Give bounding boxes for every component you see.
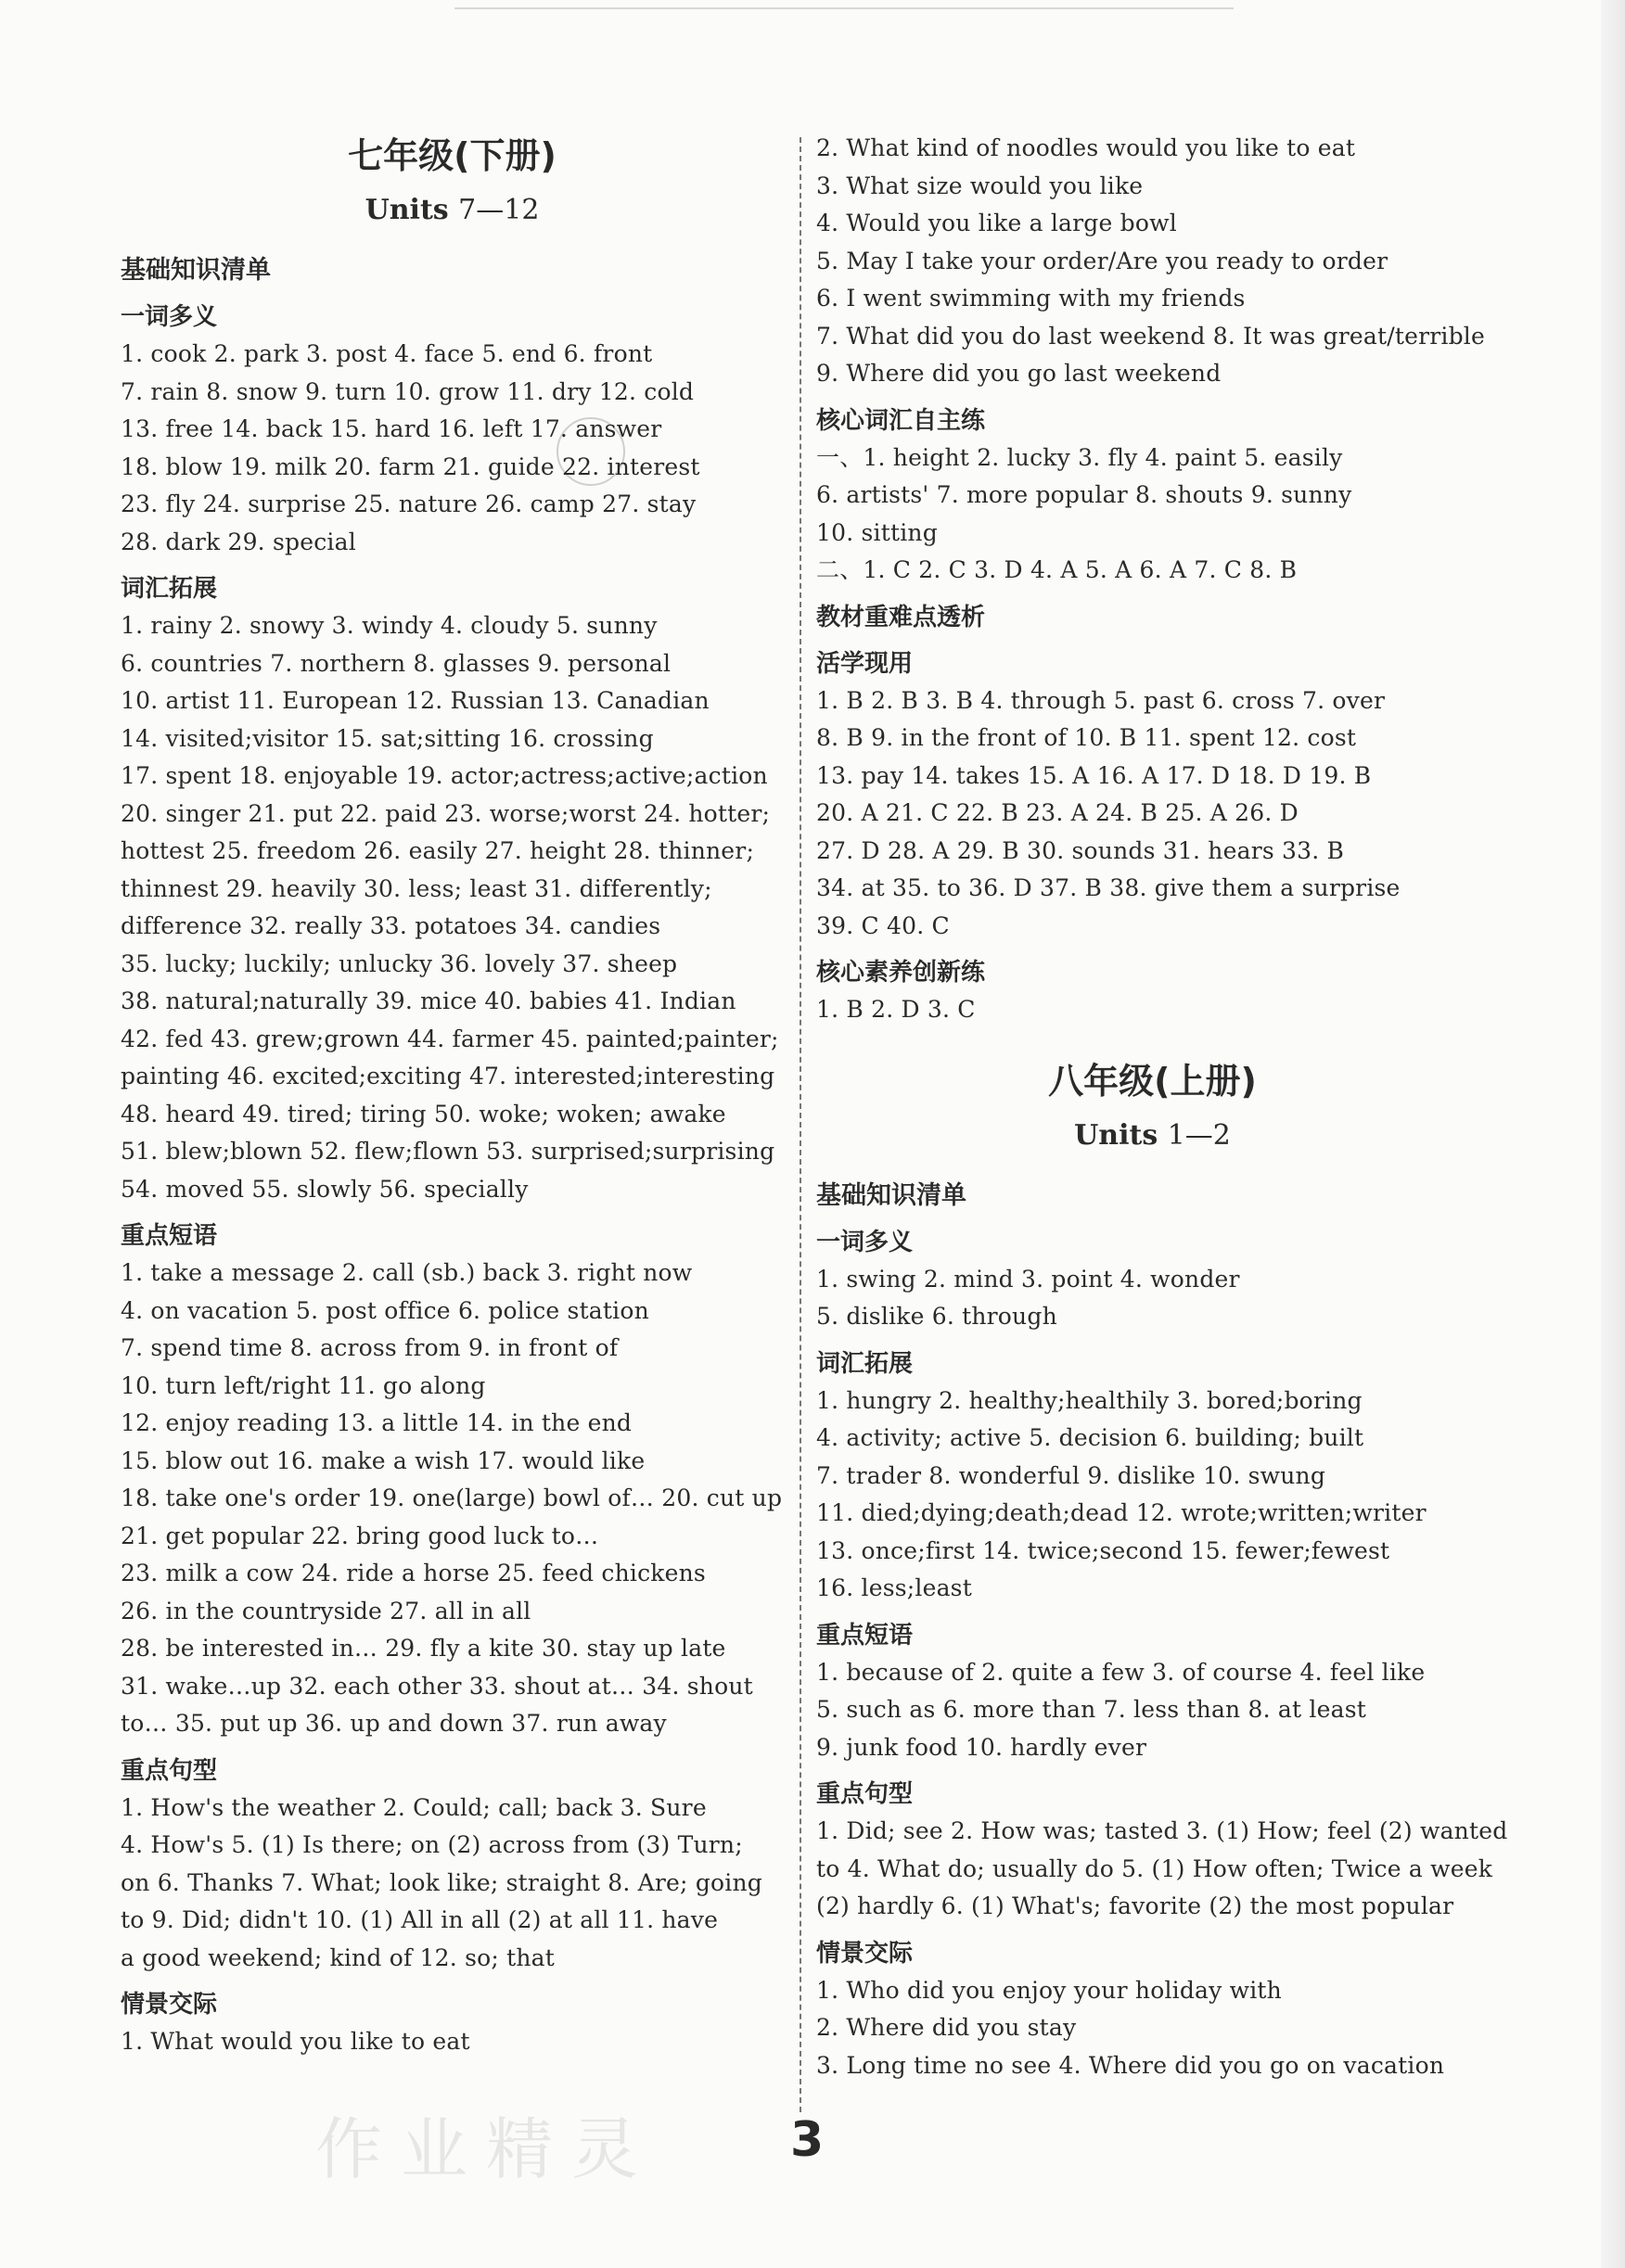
answer-line: 38. natural;naturally 39. mice 40. babies 41. Indian <box>121 987 736 1014</box>
sentence-list <box>816 1813 1508 1926</box>
answer-line: 20. A 21. C 22. B 23. A 24. B 25. A 26. D <box>816 799 1299 826</box>
section-polysemy: 一词多义 <box>121 303 218 331</box>
answer-line: 5. dislike 6. through <box>816 1303 1057 1330</box>
answer-line: 1. because of 2. quite a few 3. of course 4. feel like <box>816 1658 1426 1686</box>
units-heading-7-12 <box>121 187 784 234</box>
polysemy-list <box>121 336 784 561</box>
answer-line: 1. take a message 2. call (sb.) back 3. right now <box>121 1259 693 1286</box>
answer-line: 1. hungry 2. healthy;healthily 3. bored;boring <box>816 1386 1363 1414</box>
answer-line: 1. How's the weather 2. Could; call; back 3. Sure <box>121 1793 707 1821</box>
answer-line: 48. heard 49. tired; tiring 50. woke; woken; awake <box>121 1100 726 1128</box>
answer-line: a good weekend; kind of 12. so; that <box>121 1943 556 1971</box>
section-key-sentences: 重点句型 <box>816 1780 914 1808</box>
answer-line: 2. Where did you stay <box>816 2014 1077 2041</box>
section-basic-knowledge: 基础知识清单 <box>121 256 271 285</box>
answer-line: 13. pay 14. takes 15. A 16. A 17. D 18. D 19. B <box>816 761 1372 789</box>
answer-line: 21. get popular 22. bring good luck to… <box>121 1522 599 1549</box>
answer-line: 16. less;least <box>816 1574 972 1601</box>
answer-line: 5. such as 6. more than 7. less than 8. at least <box>816 1696 1366 1723</box>
answer-line: 8. B 9. in the front of 10. B 11. spent 12. cost <box>816 724 1357 751</box>
answer-line: 4. Would you like a large bowl <box>816 210 1177 236</box>
answer-line: 13. once;first 14. twice;second 15. fewer;fewest <box>816 1536 1390 1564</box>
section-situational-dialog: 情景交际 <box>121 1991 218 2019</box>
left-column <box>121 130 784 2061</box>
answer-line: 12. enjoy reading 13. a little 14. in the end <box>121 1409 633 1436</box>
units-range: 1—2 <box>1167 1118 1231 1152</box>
core-vocab-list <box>816 440 1489 590</box>
answer-line: 42. fed 43. grew;grown 44. farmer 45. painted;painter; <box>121 1025 779 1052</box>
phrase-list <box>121 1255 784 1743</box>
phrase-list <box>816 1654 1489 1767</box>
answer-line: 4. on vacation 5. post office 6. police station <box>121 1296 649 1324</box>
answer-line: 1. swing 2. mind 3. point 4. wonder <box>816 1265 1240 1293</box>
answer-line: 5. May I take your order/Are you ready to order <box>816 247 1388 274</box>
vocab-list <box>121 607 784 1208</box>
answer-line: 6. I went swimming with my friends <box>816 285 1246 312</box>
answer-line: 4. How's 5. (1) Is there; on (2) across from (3) Turn; <box>121 1831 743 1858</box>
answer-line: hottest 25. freedom 26. easily 27. height 28. thinner; <box>121 837 755 864</box>
section-basic-knowledge: 基础知识清单 <box>816 1180 966 1210</box>
page-number: 3 <box>790 2112 825 2168</box>
answer-line: 4. activity; active 5. decision 6. building; built <box>816 1424 1364 1451</box>
answer-line: 17. spent 18. enjoyable 19. actor;actress;active;action <box>121 762 768 789</box>
answer-line: 7. rain 8. snow 9. turn 10. grow 11. dry 12. cold <box>121 377 695 405</box>
section-apply-learning: 活学现用 <box>816 649 914 678</box>
answer-line: 10. artist 11. European 12. Russian 13. Canadian <box>121 687 710 714</box>
section-vocab-expansion: 词汇拓展 <box>121 575 218 603</box>
answer-line: 51. blew;blown 52. flew;flown 53. surprised;surprising <box>121 1138 775 1165</box>
answer-line: 31. wake…up 32. each other 33. shout at… 34. shout <box>121 1672 753 1700</box>
answer-line: 39. C 40. C <box>816 911 950 939</box>
answer-line: difference 32. really 33. potatoes 34. candies <box>121 912 661 939</box>
section-situational-dialog: 情景交际 <box>816 1939 914 1968</box>
answer-line: 2. What kind of noodles would you like to eat <box>816 134 1356 161</box>
answer-line: to… 35. put up 36. up and down 37. run away <box>121 1710 667 1737</box>
answer-line: 6. countries 7. northern 8. glasses 9. personal <box>121 649 672 677</box>
section-core-vocab-practice: 核心词汇自主练 <box>816 406 986 435</box>
answer-line: 15. blow out 16. make a wish 17. would like <box>121 1446 646 1474</box>
units-label: Units <box>365 194 449 226</box>
answer-line: to 4. What do; usually do 5. (1) How often; Twice a week <box>816 1854 1493 1882</box>
answer-line: 35. lucky; luckily; unlucky 36. lovely 37. sheep <box>121 949 678 977</box>
grade-title-7b: 七年级(下册) <box>348 135 557 176</box>
answer-line: 1. cook 2. park 3. post 4. face 5. end 6. front <box>121 340 653 367</box>
page-edge-shadow <box>1601 0 1625 2268</box>
sentence-list <box>121 1790 784 1978</box>
answer-line: 6. artists' 7. more popular 8. shouts 9. sunny <box>816 481 1352 508</box>
answer-line: 3. What size would you like <box>816 172 1144 199</box>
answer-line: 23. fly 24. surprise 25. nature 26. camp 27. stay <box>121 491 697 517</box>
answer-line: to 9. Did; didn't 10. (1) All in all (2) at all 11. have <box>121 1906 719 1933</box>
answer-line: 1. B 2. D 3. C <box>816 996 976 1023</box>
right-column <box>816 130 1508 2084</box>
answer-line: 28. dark 29. special <box>121 528 356 555</box>
answer-line: on 6. Thanks 7. What; look like; straight 8. Are; going <box>121 1868 762 1896</box>
answer-line: 10. sitting <box>816 518 938 546</box>
answer-line: 3. Long time no see 4. Where did you go on vacation <box>816 2051 1445 2079</box>
units-label: Units <box>1074 1118 1158 1152</box>
units-range: 7—12 <box>458 194 540 226</box>
answer-line: 9. junk food 10. hardly ever <box>816 1733 1147 1761</box>
answer-line: 1. Did; see 2. How was; tasted 3. (1) How; feel (2) wanted <box>816 1817 1508 1844</box>
answer-line: 20. singer 21. put 22. paid 23. worse;worst 24. hotter; <box>121 799 771 827</box>
answer-line: painting 46. excited;exciting 47. interested;interesting <box>121 1063 775 1089</box>
units-heading-1-2 <box>816 1113 1489 1159</box>
answer-line: 13. free 14. back 15. hard 16. left 17. answer <box>121 415 662 442</box>
answer-line: 18. blow 19. milk 20. farm 21. guide 22. interest <box>121 452 700 480</box>
answer-line: 11. died;dying;death;dead 12. wrote;written;writer <box>816 1499 1427 1526</box>
vocab-list <box>816 1382 1489 1608</box>
dialog-list <box>816 1972 1489 2085</box>
dialog-list <box>121 2023 784 2061</box>
section-core-innovation: 核心素养创新练 <box>816 959 986 987</box>
answer-line: (2) hardly 6. (1) What's; favorite (2) the most popular <box>816 1892 1454 1919</box>
answer-line: 1. B 2. B 3. B 4. through 5. past 6. cross 7. over <box>816 686 1386 714</box>
top-rule <box>454 7 1234 9</box>
answer-line: 7. trader 8. wonderful 9. dislike 10. swung <box>816 1461 1326 1489</box>
dialog-continued-list <box>816 130 1489 393</box>
innovation-list <box>816 991 1489 1029</box>
answer-line: 26. in the countryside 27. all in all <box>121 1597 531 1625</box>
polysemy-list <box>816 1261 1489 1336</box>
answer-line: 14. visited;visitor 15. sat;sitting 16. crossing <box>121 724 654 752</box>
answer-line: thinnest 29. heavily 30. less; least 31. differently; <box>121 874 712 902</box>
section-key-phrases: 重点短语 <box>816 1621 914 1650</box>
answer-line: 1. What would you like to eat <box>121 2028 470 2055</box>
answer-line: 18. take one's order 19. one(large) bowl of… 20. cut up <box>121 1484 783 1511</box>
watermark-text: 作业精灵 <box>315 2110 658 2188</box>
answer-line: 一、1. height 2. lucky 3. fly 4. paint 5. easily <box>816 443 1343 471</box>
answer-line: 二、1. C 2. C 3. D 4. A 5. A 6. A 7. C 8. B <box>816 556 1298 583</box>
answer-line: 28. be interested in… 29. fly a kite 30. stay up late <box>121 1635 726 1662</box>
grade-8a-block <box>816 1055 1508 2085</box>
section-key-phrases: 重点短语 <box>121 1222 218 1250</box>
answer-line: 27. D 28. A 29. B 30. sounds 31. hears 33. B <box>816 836 1345 864</box>
answer-line: 23. milk a cow 24. ride a horse 25. feed chickens <box>121 1560 706 1586</box>
section-vocab-expansion: 词汇拓展 <box>816 1349 914 1378</box>
section-key-sentences: 重点句型 <box>121 1756 218 1785</box>
answer-line: 54. moved 55. slowly 56. specially <box>121 1175 529 1203</box>
answer-line: 7. spend time 8. across from 9. in front of <box>121 1334 619 1361</box>
column-divider <box>800 137 801 2112</box>
grade-title-8a: 八年级(上册) <box>1048 1060 1257 1102</box>
answer-line: 1. rainy 2. snowy 3. windy 4. cloudy 5. sunny <box>121 612 658 639</box>
answer-line: 9. Where did you go last weekend <box>816 360 1222 387</box>
answer-line: 1. Who did you enjoy your holiday with <box>816 1976 1282 2004</box>
section-polysemy: 一词多义 <box>816 1228 914 1256</box>
apply-list <box>816 682 1489 946</box>
answer-line: 34. at 35. to 36. D 37. B 38. give them a surprise <box>816 874 1401 901</box>
section-textbook-keypoints: 教材重难点透析 <box>816 603 986 631</box>
answer-line: 7. What did you do last weekend 8. It was great/terrible <box>816 322 1485 350</box>
answer-line: 10. turn left/right 11. go along <box>121 1371 486 1399</box>
